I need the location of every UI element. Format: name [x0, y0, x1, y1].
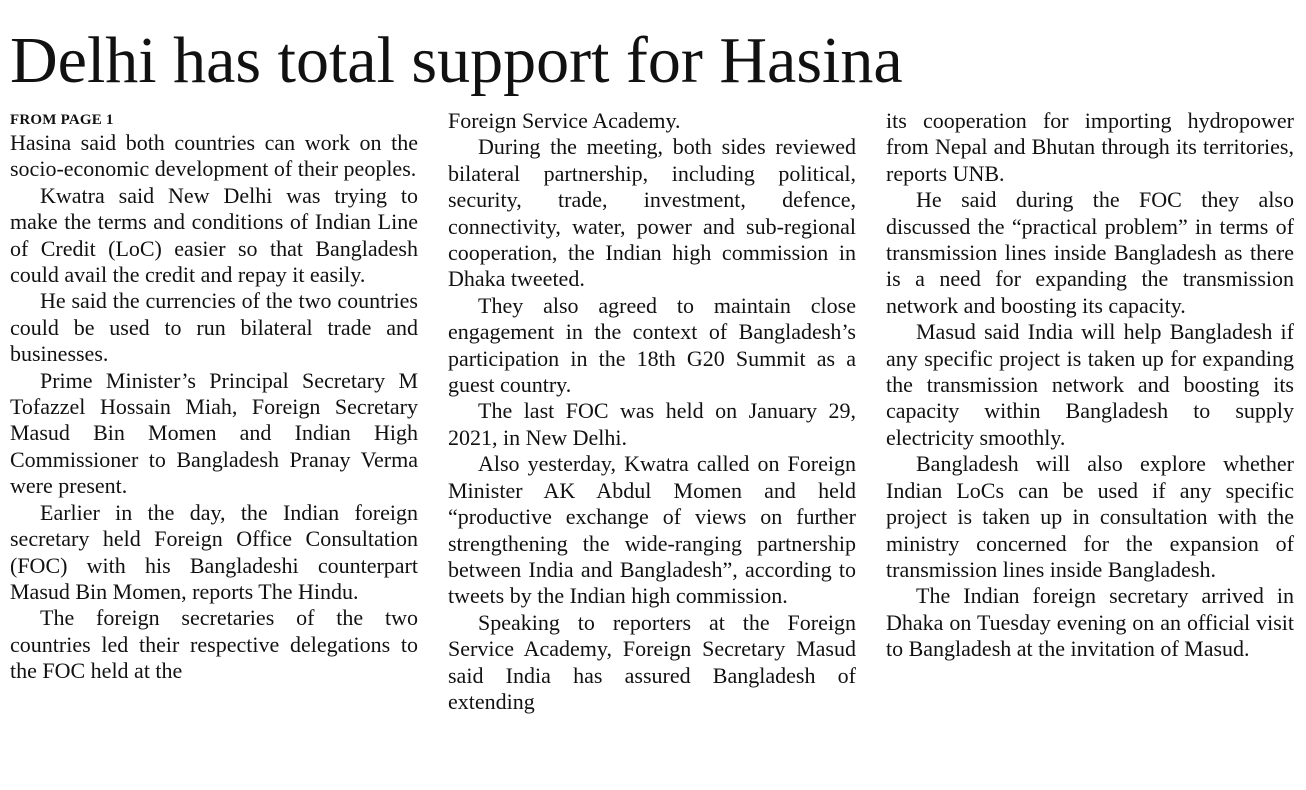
paragraph: Foreign Service Academy. — [448, 108, 681, 133]
headline: Delhi has total support for Hasina — [10, 24, 903, 97]
article-column-1 — [10, 110, 418, 685]
paragraph: He said during the FOC they also discussed the “practical problem” in terms of transmission lines inside Bangladesh as there is a need for expanding the transmission network and boosting its capacity. — [886, 187, 1294, 318]
article-column-3 — [886, 108, 1294, 663]
paragraph: The foreign secretaries of the two countries led their respective delegations to the FOC held at the — [10, 605, 418, 684]
paragraph: Bangladesh will also explore whether Indian LoCs can be used if any specific project is taken up in consultation with the ministry concerned for the expansion of transmission lines inside Bangladesh. — [886, 451, 1294, 582]
paragraph: Kwatra said New Delhi was trying to make the terms and conditions of Indian Line of Credit (LoC) easier so that Bangladesh could avail the credit and repay it easily. — [10, 182, 418, 288]
paragraph: The last FOC was held on January 29, 2021, in New Delhi. — [448, 398, 856, 450]
paragraph: Speaking to reporters at the Foreign Service Academy, Foreign Secretary Masud said India has assured Bangladesh of extending — [448, 609, 856, 714]
paragraph: Also yesterday, Kwatra called on Foreign Minister AK Abdul Momen and held “productive exchange of views on further strengthening the wide-ranging partnership between India and Bangladesh”, according to tweets by the Indian high commission. — [448, 451, 856, 609]
paragraph: Hasina said both countries can work on the socio-economic development of their peoples. — [10, 130, 418, 182]
continuation-kicker: FROM PAGE 1 — [10, 112, 114, 128]
paragraph: Masud said India will help Bangladesh if any specific project is taken up for expanding the transmission network and boosting its capacity within Bangladesh to supply electricity smoothly. — [886, 319, 1294, 450]
paragraph: Prime Minister’s Principal Secretary M Tofazzel Hossain Miah, Foreign Secretary Masud Bin Momen and Indian High Commissioner to Bangladesh Pranay Verma were present. — [10, 367, 418, 499]
paragraph: its cooperation for importing hydropower from Nepal and Bhutan through its territories, reports UNB. — [886, 108, 1294, 186]
paragraph: Earlier in the day, the Indian foreign secretary held Foreign Office Consultation (FOC) with his Bangladeshi counterpart Masud Bin Momen, reports The Hindu. — [10, 499, 418, 604]
paragraph: The Indian foreign secretary arrived in Dhaka on Tuesday evening on an official visit to Bangladesh at the invitation of Masud. — [886, 583, 1294, 662]
article-column-2 — [448, 108, 856, 715]
paragraph: He said the currencies of the two countries could be used to run bilateral trade and businesses. — [10, 288, 418, 367]
paragraph: They also agreed to maintain close engagement in the context of Bangladesh’s participation in the 18th G20 Summit as a guest country. — [448, 292, 856, 398]
paragraph: During the meeting, both sides reviewed bilateral partnership, including political, security, trade, investment, defence, connectivity, water, power and sub-regional cooperation, the Indian high commission in Dhaka tweeted. — [448, 134, 856, 292]
